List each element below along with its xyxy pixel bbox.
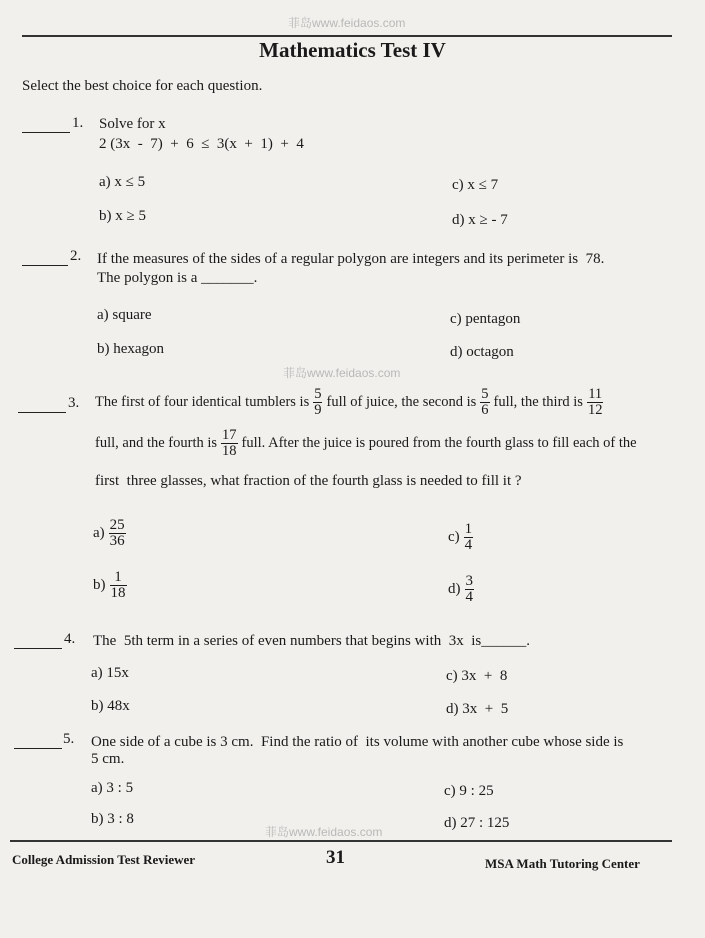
option-d[interactable]: d) x ≥ - 7 xyxy=(452,212,508,228)
option-b[interactable]: b) 3 : 8 xyxy=(91,811,134,827)
option-b[interactable]: b) x ≥ 5 xyxy=(99,208,146,224)
option-c[interactable]: c) 9 : 25 xyxy=(444,783,494,799)
page-title: Mathematics Test IV xyxy=(259,38,446,62)
answer-blank-2[interactable] xyxy=(22,265,68,266)
answer-blank-4[interactable] xyxy=(14,648,62,649)
option-c[interactable]: c) pentagon xyxy=(450,311,521,327)
question-text: If the measures of the sides of a regular polygon are integers and its perimeter is 78. xyxy=(97,251,605,267)
footer-rule xyxy=(10,840,672,842)
question-number: 3. xyxy=(68,395,80,411)
option-d[interactable]: d) 3x + 5 xyxy=(446,701,509,717)
question-text-line-3: first three glasses, what fraction of the fourth glass is needed to fill it ? xyxy=(95,473,522,489)
footer-publisher: MSA Math Tutoring Center xyxy=(485,856,640,871)
question-text: The 5th term in a series of even numbers that begins with 3x is______. xyxy=(93,633,530,649)
question-text-line-2: The polygon is a _______. xyxy=(97,270,258,286)
instruction-text: Select the best choice for each question. xyxy=(22,78,263,94)
option-a[interactable]: a) 3 : 5 xyxy=(91,780,134,796)
option-b[interactable]: b) 48x xyxy=(91,698,130,714)
fraction: $\frac{17}{18}$ xyxy=(222,427,237,459)
watermark-middle: 菲岛www.feidaos.com xyxy=(283,366,401,380)
option-a[interactable]: a) square xyxy=(97,307,152,323)
answer-blank-1[interactable] xyxy=(22,132,70,133)
answer-blank-5[interactable] xyxy=(14,748,62,749)
option-d[interactable]: d) octagon xyxy=(450,344,514,360)
option-d[interactable]: d) $\frac{3}{4}$ xyxy=(448,573,473,605)
option-a[interactable]: a) 15x xyxy=(91,665,129,681)
fraction: $\frac{25}{36}$ xyxy=(109,517,125,549)
question-text-part: full, and the fourth is xyxy=(95,434,218,451)
fraction: $\frac{1}{4}$ xyxy=(464,521,473,553)
header-rule xyxy=(22,35,672,37)
fraction: $\frac{11}{12}$ xyxy=(587,386,603,418)
page-number: 31 xyxy=(326,847,345,868)
footer-book-title: College Admission Test Reviewer xyxy=(12,852,196,867)
question-number: 4. xyxy=(64,631,76,647)
option-a[interactable]: a) $\frac{25}{36}$ xyxy=(93,517,125,549)
option-c[interactable]: c) 3x + 8 xyxy=(446,668,508,684)
question-number: 1. xyxy=(72,115,84,131)
question-text-part: full. After the juice is poured from the fourth glass to fill each of the xyxy=(241,434,637,451)
fraction: $\frac{5}{9}$ xyxy=(314,386,322,418)
answer-blank-3[interactable] xyxy=(18,412,66,413)
question-number: 5. xyxy=(63,731,75,747)
option-b[interactable]: b) $\frac{1}{18}$ xyxy=(93,569,126,601)
option-a[interactable]: a) x ≤ 5 xyxy=(99,174,146,190)
question-text-part: full, the third is xyxy=(493,393,583,410)
question-equation: 2 (3x - 7) + 6 ≤ 3(x + 1) + 4 xyxy=(99,136,304,152)
question-number: 2. xyxy=(70,248,82,264)
fraction: $\frac{1}{18}$ xyxy=(110,569,126,601)
question-text-part: The first of four identical tumblers is xyxy=(95,393,310,410)
question-text-line-2 xyxy=(95,428,637,459)
option-c[interactable]: c) $\frac{1}{4}$ xyxy=(448,521,473,553)
fraction: $\frac{3}{4}$ xyxy=(465,573,473,605)
fraction: $\frac{5}{6}$ xyxy=(481,386,489,418)
watermark-bottom: 菲岛www.feidaos.com xyxy=(265,825,383,839)
question-text-part: full of juice, the second is xyxy=(326,393,477,410)
option-c[interactable]: c) x ≤ 7 xyxy=(452,177,499,193)
question-text: One side of a cube is 3 cm. Find the ratio of its volume with another cube whose side is xyxy=(91,734,624,750)
option-d[interactable]: d) 27 : 125 xyxy=(444,815,510,831)
option-b[interactable]: b) hexagon xyxy=(97,341,165,357)
watermark-top: 菲岛www.feidaos.com xyxy=(288,16,406,30)
question-text: Solve for x xyxy=(99,116,166,132)
question-text xyxy=(95,387,607,418)
question-text-line-2: 5 cm. xyxy=(91,751,125,767)
